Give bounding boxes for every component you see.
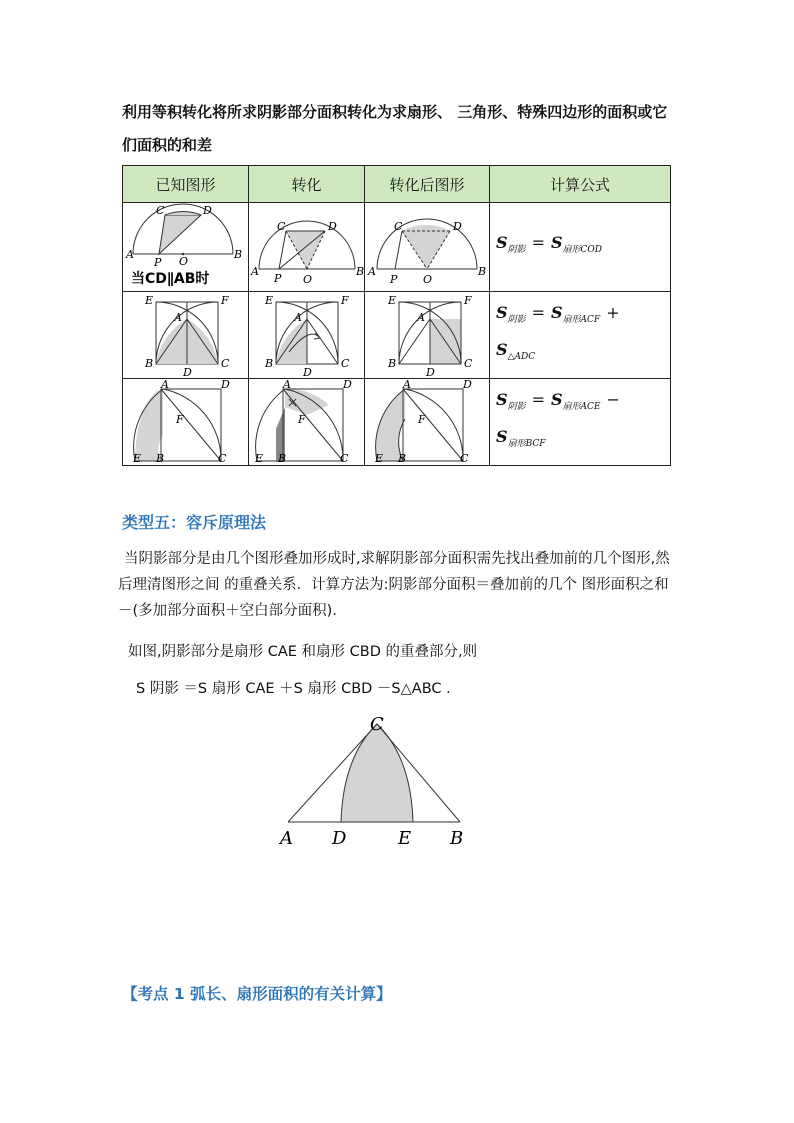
svg-text:E: E bbox=[133, 452, 142, 465]
square-transform-diagram bbox=[249, 292, 364, 378]
svg-text:D: D bbox=[221, 379, 230, 391]
label-d: D bbox=[203, 204, 212, 217]
header-known-figure: 已知图形 bbox=[123, 166, 249, 203]
square-result-diagram bbox=[365, 292, 489, 378]
svg-text:D: D bbox=[426, 366, 435, 378]
svg-text:A: A bbox=[161, 379, 169, 391]
svg-text:C: C bbox=[464, 357, 473, 370]
svg-text:D: D bbox=[343, 379, 352, 391]
semicircle-result-diagram bbox=[365, 203, 489, 291]
table-row bbox=[123, 203, 671, 292]
kaodian-heading: 【考点 1 弧长、扇形面积的有关计算】 bbox=[122, 985, 392, 1003]
svg-text:B: B bbox=[398, 452, 407, 465]
overlap-triangle-diagram bbox=[270, 712, 490, 852]
svg-text:B: B bbox=[145, 357, 154, 370]
svg-text:C: C bbox=[221, 357, 230, 370]
row2-transform bbox=[249, 292, 365, 379]
svg-text:F: F bbox=[221, 294, 229, 307]
intro-text: 利用等积转化将所求阴影部分面积转化为求扇形、 三角形、特殊四边形的面积或它们面积的和差 bbox=[122, 103, 668, 154]
svg-text:B: B bbox=[356, 265, 364, 278]
table-row bbox=[123, 292, 671, 379]
tri-label-b: B bbox=[450, 828, 464, 849]
svg-text:A: A bbox=[368, 265, 376, 278]
svg-text:F: F bbox=[176, 413, 184, 426]
svg-text:E: E bbox=[255, 452, 264, 465]
row1-transform bbox=[249, 203, 365, 292]
row2-known-figure bbox=[123, 292, 249, 379]
methods-table bbox=[122, 165, 671, 466]
label-p: P bbox=[154, 256, 162, 269]
svg-text:A: A bbox=[251, 265, 259, 278]
condition-label: 当CD∥AB时 bbox=[131, 271, 210, 287]
row2-transformed-figure bbox=[365, 292, 490, 379]
row3-formula: $S_{阴影} = S_{扇形ACE}$ − $S_{扇形BCF}$ bbox=[490, 379, 671, 466]
paragraph-formula: S 阴影 ＝S 扇形 CAE ＋S 扇形 CBD －S△ABC ． bbox=[136, 681, 461, 697]
svg-text:E: E bbox=[375, 452, 384, 465]
svg-text:P: P bbox=[274, 272, 282, 285]
label-a: A bbox=[126, 248, 134, 261]
semicircle-known-diagram bbox=[123, 203, 248, 291]
svg-text:E: E bbox=[388, 294, 397, 307]
svg-text:C: C bbox=[460, 452, 469, 465]
svg-text:C: C bbox=[277, 220, 286, 233]
svg-text:B: B bbox=[478, 265, 487, 278]
svg-text:B: B bbox=[278, 452, 287, 465]
svg-text:D: D bbox=[303, 366, 312, 378]
svg-text:D: D bbox=[463, 379, 472, 391]
svg-text:A: A bbox=[403, 379, 411, 391]
svg-text:B: B bbox=[156, 452, 165, 465]
rectangle-result-diagram bbox=[365, 379, 489, 465]
svg-text:E: E bbox=[265, 294, 274, 307]
svg-text:O: O bbox=[423, 273, 433, 286]
svg-text:C: C bbox=[218, 452, 227, 465]
svg-text:C: C bbox=[394, 220, 403, 233]
table-header-row bbox=[123, 166, 671, 203]
row1-transformed-figure bbox=[365, 203, 490, 292]
tri-label-c: C bbox=[370, 714, 384, 735]
tri-label-d: D bbox=[332, 828, 347, 849]
table-row bbox=[123, 379, 671, 466]
svg-text:F: F bbox=[341, 294, 349, 307]
svg-text:A: A bbox=[417, 311, 425, 324]
tri-label-e: E bbox=[398, 828, 412, 849]
svg-text:F: F bbox=[418, 413, 426, 426]
svg-text:B: B bbox=[388, 357, 397, 370]
svg-text:C: C bbox=[340, 452, 349, 465]
svg-text:D: D bbox=[183, 366, 192, 378]
svg-text:B: B bbox=[265, 357, 274, 370]
row2-formula: $S_{阴影} = S_{扇形ACF}$ + $S_{\triangle ADC}$ bbox=[490, 292, 671, 379]
label-c: C bbox=[156, 204, 165, 217]
svg-text:D: D bbox=[453, 220, 462, 233]
tri-label-a: A bbox=[280, 828, 293, 849]
svg-text:C: C bbox=[341, 357, 350, 370]
svg-text:O: O bbox=[303, 273, 313, 286]
square-known-diagram bbox=[123, 292, 248, 378]
paragraph-method: 当阴影部分是由几个图形叠加形成时,求解阴影部分面积需先找出叠加前的几个图形,然后理清图形之间 的重叠关系．计算方法为:阴影部分面积＝叠加前的几个 图形面积之和－(多加部分面积＋空白部分面积)． bbox=[118, 551, 670, 619]
svg-text:F: F bbox=[464, 294, 472, 307]
header-transform: 转化 bbox=[249, 166, 365, 203]
row1-known-figure bbox=[123, 203, 249, 292]
svg-text:P: P bbox=[390, 273, 398, 286]
row3-known-figure bbox=[123, 379, 249, 466]
rectangle-known-diagram bbox=[123, 379, 248, 465]
header-transformed-figure: 转化后图形 bbox=[365, 166, 490, 203]
paragraph-example: 如图,阴影部分是扇形 CAE 和扇形 CBD 的重叠部分,则 bbox=[128, 644, 478, 660]
rectangle-transform-diagram bbox=[249, 379, 364, 465]
row1-formula: $S_{阴影} = S_{扇形COD}$ bbox=[490, 203, 671, 292]
semicircle-transform-diagram bbox=[249, 203, 364, 291]
svg-text:A: A bbox=[294, 311, 302, 324]
svg-text:F: F bbox=[298, 413, 306, 426]
svg-text:E: E bbox=[145, 294, 154, 307]
label-b: B bbox=[234, 248, 243, 261]
svg-text:A: A bbox=[283, 379, 291, 391]
row3-transformed-figure bbox=[365, 379, 490, 466]
type5-heading: 类型五：容斥原理法 bbox=[122, 513, 267, 532]
header-formula: 计算公式 bbox=[490, 166, 671, 203]
svg-text:D: D bbox=[328, 220, 337, 233]
label-o: O bbox=[179, 255, 189, 268]
row3-transform bbox=[249, 379, 365, 466]
svg-text:A: A bbox=[174, 311, 182, 324]
